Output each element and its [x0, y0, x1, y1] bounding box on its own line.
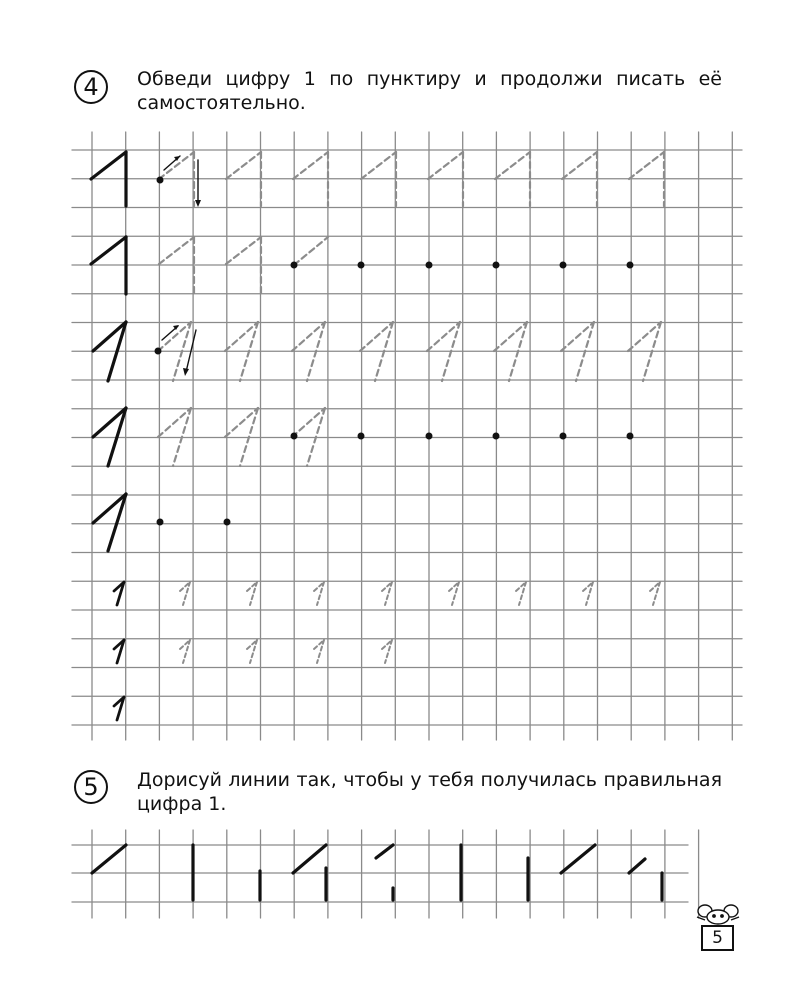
partial-digit-1-short-top	[376, 845, 393, 858]
partial-digit-1-top-stroke	[293, 845, 326, 873]
task-5-instruction: Дорисуй линии так, чтобы у тебя получилась правильная цифра 1.	[137, 769, 722, 815]
task-5-number: 5	[74, 770, 108, 804]
partial-digit-1-top-stroke	[561, 845, 595, 873]
page-number: 5	[701, 925, 734, 951]
partial-digit-1-top-stroke	[92, 845, 126, 873]
task-4-instruction: Обведи цифру 1 по пунктиру и продолжи писать её самостоятельно.	[137, 68, 722, 114]
task-4-number: 4	[74, 70, 108, 104]
